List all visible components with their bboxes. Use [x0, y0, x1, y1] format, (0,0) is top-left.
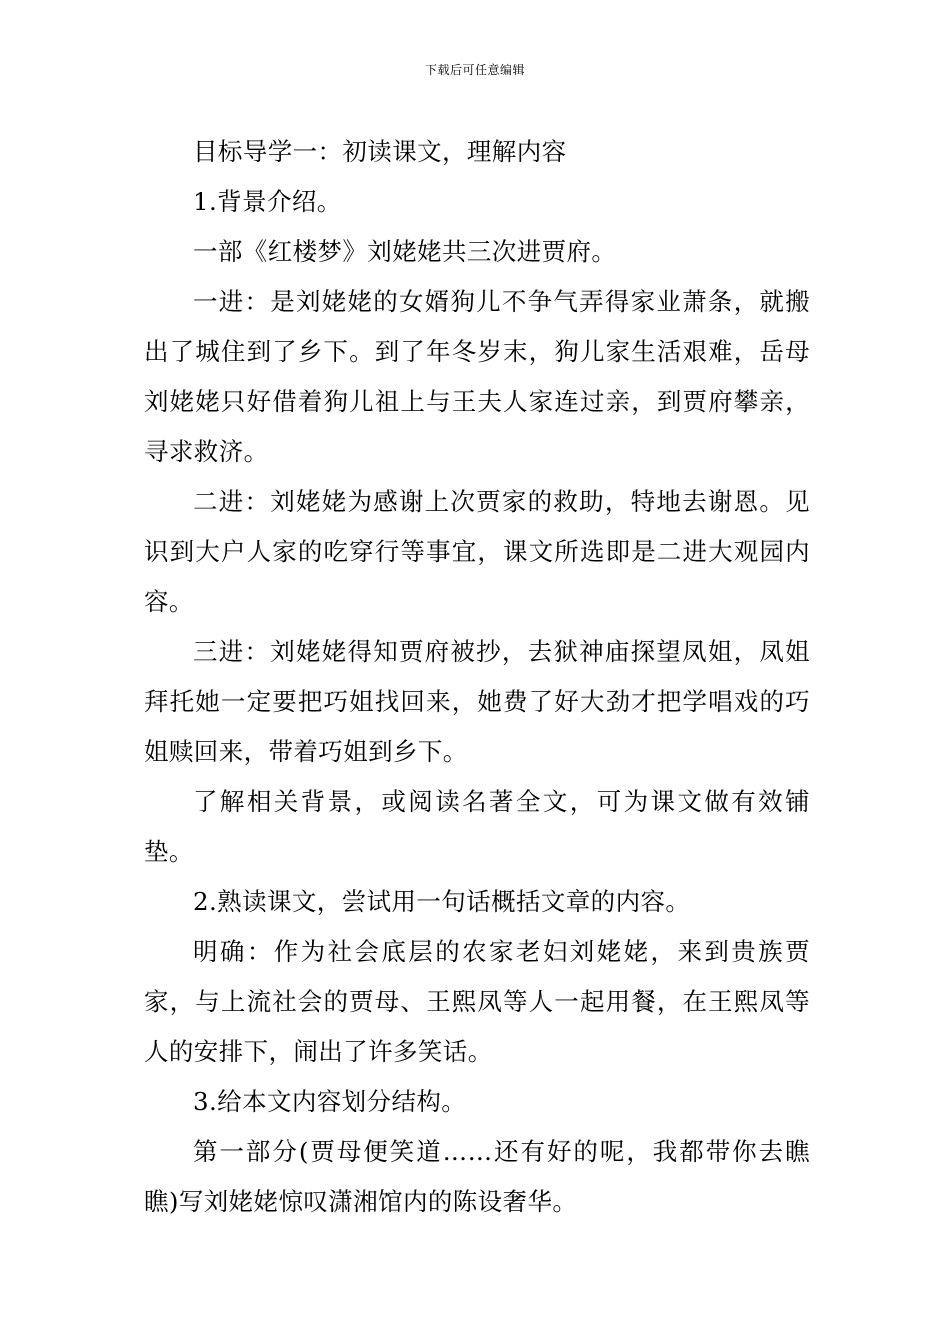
- section-heading: 目标导学一：初读课文，理解内容: [193, 137, 567, 166]
- list-item-read-text: 2.熟读课文，尝试用一句话概括文章的内容。: [193, 887, 691, 916]
- page-header-note: 下载后可任意编辑: [424, 63, 525, 77]
- paragraph-third-visit: 三进：刘姥姥得知贾府被抄，去狱神庙探望凤姐，凤姐拜托她一定要把巧姐找回来，她费了好大劲才把学唱戏的巧姐赎回来，带着巧姐到乡下。: [144, 637, 810, 766]
- paragraph-first-visit: 一进：是刘姥姥的女婿狗儿不争气弄得家业萧条，就搬出了城住到了乡下。到了年冬岁末，狗儿家生活艰难，岳母刘姥姥只好借着狗儿祖上与王夫人家连过亲，到贾府攀亲，寻求救济。: [144, 287, 810, 466]
- list-item-structure: 3.给本文内容划分结构。: [193, 1087, 467, 1116]
- document-body: [144, 127, 810, 1227]
- paragraph-second-visit: 二进：刘姥姥为感谢上次贾家的救助，特地去谢恩。见识到大户人家的吃穿行等事宜，课文所选即是二进大观园内容。: [144, 487, 810, 616]
- paragraph-part-one: 第一部分(贾母便笑道……还有好的呢，我都带你去瞧瞧)写刘姥姥惊叹潇湘馆内的陈设奢华。: [144, 1137, 810, 1216]
- list-item-background: 1.背景介绍。: [193, 187, 342, 216]
- paragraph-intro: 一部《红楼梦》刘姥姥共三次进贾府。: [193, 237, 617, 266]
- paragraph-background-note: 了解相关背景，或阅读名著全文，可为课文做有效铺垫。: [144, 787, 810, 866]
- paragraph-answer: 明确：作为社会底层的农家老妇刘姥姥，来到贵族贾家，与上流社会的贾母、王熙凤等人一起用餐，在王熙凤等人的安排下，闹出了许多笑话。: [144, 937, 810, 1066]
